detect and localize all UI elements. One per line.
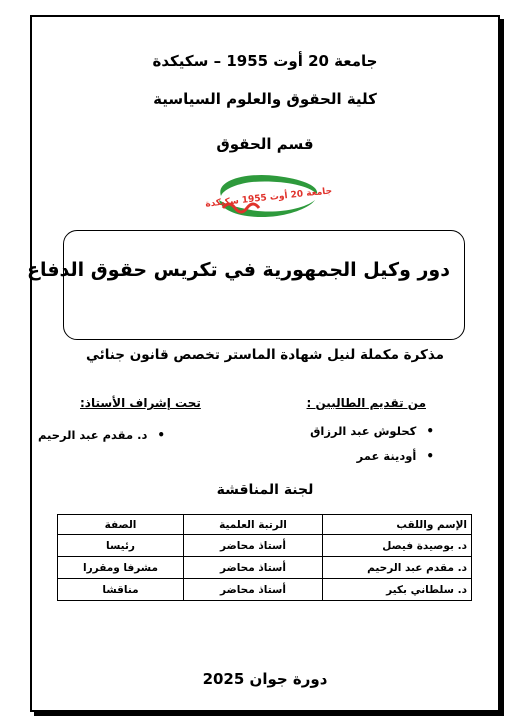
student-item [357, 449, 434, 463]
student-name: كحلوش عبد الرزاق [310, 424, 417, 438]
bullet-icon: • [426, 449, 434, 463]
member-name: د. سلطاني بكير [323, 579, 472, 601]
faculty-name: كلية الحقوق والعلوم السياسية [153, 90, 377, 108]
member-role: مشرفا ومقررا [58, 557, 184, 579]
supervisor-name: د. مقدم عبد الرحيم [38, 428, 148, 442]
header-name: الإسم واللقب [323, 515, 472, 535]
bullet-icon: • [157, 428, 166, 442]
department-name: قسم الحقوق [216, 135, 314, 153]
member-name: د. بوصيدة فيصل [323, 535, 472, 557]
thesis-title: دور وكيل الجمهورية في تكريس حقوق الدفاع [27, 259, 450, 281]
student-item [310, 424, 434, 438]
bullet-icon: • [426, 424, 434, 438]
header-role: الصفة [58, 515, 184, 535]
member-role: مناقشا [58, 579, 184, 601]
supervisor-item [38, 428, 165, 442]
thesis-title-box [27, 230, 465, 340]
logo-text: جامعة 20 أوت 1955 سكيكدة [204, 186, 333, 210]
header-rank: الرتبة العلمية [184, 515, 323, 535]
students-heading: من تقديم الطالبين : [306, 396, 426, 410]
university-logo [204, 170, 333, 222]
table-row [58, 579, 472, 601]
session-date: دورة جوان 2025 [202, 670, 328, 688]
member-rank: أستاذ محاضر [184, 557, 323, 579]
committee-heading: لجنة المناقشة [216, 482, 314, 498]
table-header-row [58, 515, 472, 535]
member-rank: أستاذ محاضر [184, 535, 323, 557]
table-row [58, 557, 472, 579]
member-name: د. مقدم عبد الرحيم [323, 557, 472, 579]
committee-table [57, 514, 472, 601]
page-border [30, 15, 500, 712]
member-role: رئيسا [58, 535, 184, 557]
university-name: جامعة 20 أوت 1955 – سكيكدة [152, 52, 378, 70]
table-row [58, 535, 472, 557]
student-name: أودينة عمر [356, 449, 417, 463]
thesis-subtitle: مذكرة مكملة لنيل شهادة الماستر تخصص قانون جنائي [85, 347, 445, 363]
member-rank: أستاذ محاضر [184, 579, 323, 601]
supervisor-heading: تحت إشراف الأستاذ: [80, 396, 201, 410]
